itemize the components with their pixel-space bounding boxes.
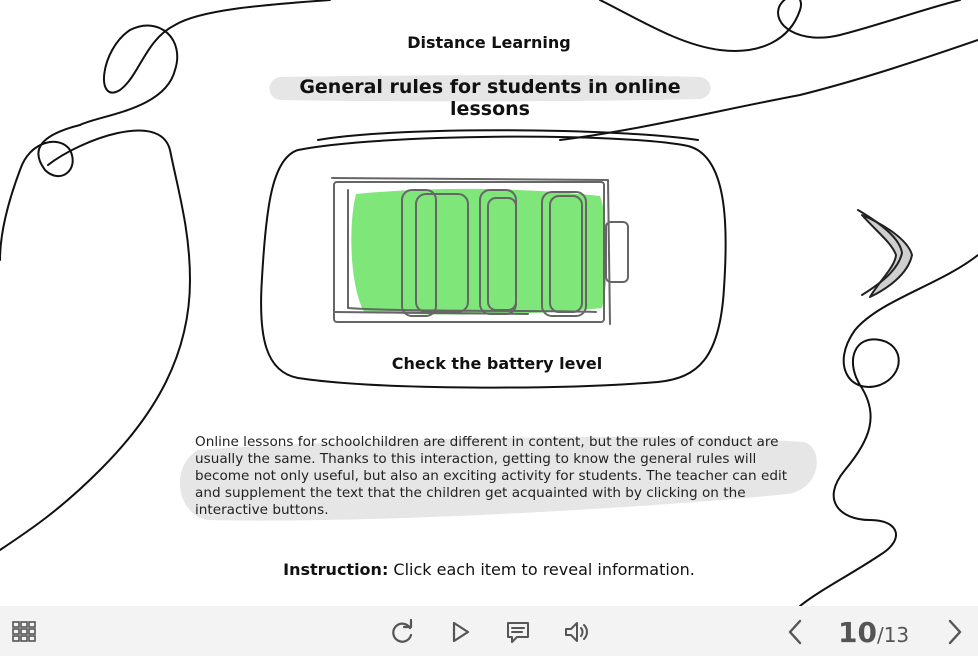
eyebrow-text: Distance Learning [407,33,571,52]
speaker-icon [562,618,590,646]
replay-button[interactable] [388,618,416,646]
grid-menu-icon [10,618,38,646]
chevron-right-icon [940,618,968,646]
battery-item-button[interactable] [258,128,736,393]
notes-button[interactable] [504,618,532,646]
notes-icon [504,618,532,646]
page-counter [838,616,910,649]
play-icon [446,618,474,646]
instruction-body: Click each item to reveal information. [388,560,695,579]
player-toolbar [0,606,978,656]
audio-button[interactable] [562,618,590,646]
page-current: 10 [838,616,877,649]
instruction-label: Instruction: [283,560,389,579]
replay-icon [388,618,416,646]
title-highlight [268,73,712,120]
page-total: /13 [876,623,910,647]
arrow-right-icon [850,205,920,300]
instruction-text [0,560,978,579]
play-button[interactable] [446,618,474,646]
menu-button[interactable] [10,618,38,646]
description-text: Online lessons for schoolchildren are different in content, but the rules of conduct are usually the same. Thanks to this interaction, getting to know the general rules will become not only useful, but also an exciting activity for students. The teacher can edit and supplement the text that the children get acquainted with by clicking on the interactive buttons. [195,434,788,518]
battery-item-label: Check the battery level [391,354,603,373]
battery-icon [328,176,648,336]
next-item-arrow-button[interactable] [850,205,920,300]
chevron-left-icon [782,618,810,646]
next-slide-button[interactable] [940,618,968,646]
previous-slide-button[interactable] [782,618,810,646]
page-title: General rules for students in online lessons [299,76,681,120]
